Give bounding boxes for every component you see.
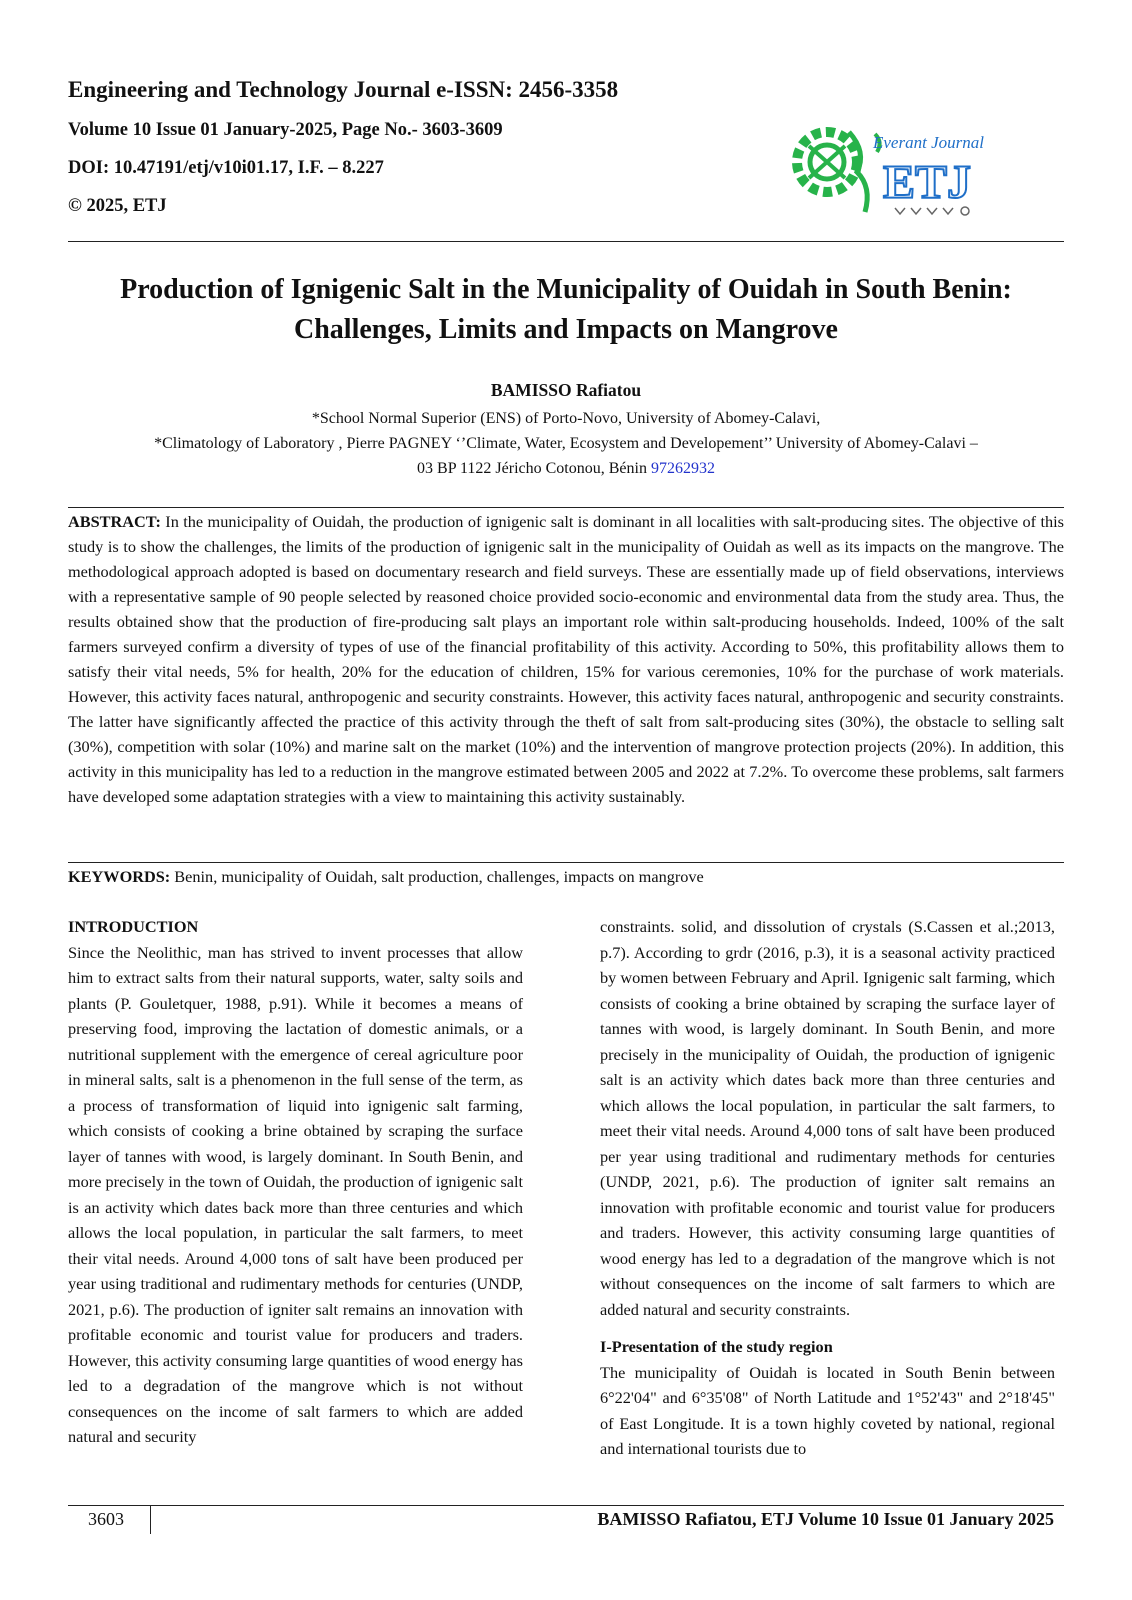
phone-link[interactable]: 97262932	[650, 460, 715, 477]
body-column-left	[68, 914, 523, 1450]
affiliation-3: 03 BP 1122 Jéricho Cotonou, Bénin 97262932	[417, 460, 715, 477]
section-1-paragraph: The municipality of Ouidah is located in South Benin between 6°22'04" and 6°35'08" of North Latitude and 1°52'43" and 2°18'45" of East Longitude. It is a town highly coveted by national, regional and international tourists due to	[600, 1362, 1055, 1458]
section-1-heading: I-Presentation of the study region	[600, 1337, 833, 1356]
keywords-rule	[68, 862, 1064, 863]
introduction-heading: INTRODUCTION	[68, 917, 199, 936]
footer-citation: BAMISSO Rafiatou, ETJ Volume 10 Issue 01 January 2025	[597, 1509, 1054, 1529]
volume-info: Volume 10 Issue 01 January-2025, Page No.- 3603-3609	[68, 119, 503, 140]
abstract-text: In the municipality of Ouidah, the production of ignigenic salt is dominant in all localities with salt-producing sites. The objective of this study is to show the challenges, the limits of the production of ignigenic salt in the municipality of Ouidah as well as its impacts on the mangrove. The methodological approach adopted is based on documentary research and field surveys. These are essentially made up of field observations, interviews with a representative sample of 90 people selected by reasoned choice provided socio-economic and environmental data from the study area. Thus, the results obtained show that the production of fire-producing salt plays an important role within salt-producing households. Indeed, 100% of the salt farmers surveyed confirm a diversity of types of use of the financial profitability of this activity. According to 50%, this profitability allows them to satisfy their vital needs, 5% for health, 20% for the education of children, 15% for various ceremonies, 10% for the purchase of work materials. However, this activity faces natural, anthropogenic and security constraints. However, this activity faces natural, anthropogenic and security constraints. The latter have significantly affected the practice of this activity through the theft of salt from salt-producing sites (30%), the obstacle to selling salt (30%), competition with solar (10%) and marine salt on the market (10%) and the intervention of mangrove protection projects (20%). In addition, this activity in this municipality has led to a reduction in the mangrove estimated between 2005 and 2022 at 7.2%. To overcome these problems, salt farmers have developed some adaptation strategies with a view to maintaining this activity sustainably.	[68, 512, 1064, 806]
logo-main-text: ETJ	[883, 156, 972, 209]
doi-info: DOI: 10.47191/etj/v10i01.17, I.F. – 8.227	[68, 157, 384, 178]
keywords	[68, 864, 1064, 889]
journal-name: Engineering and Technology Journal e-ISSN: 2456-3358	[68, 77, 619, 102]
abstract	[68, 509, 1064, 809]
page-number: 3603	[88, 1509, 124, 1529]
author-affiliations	[60, 406, 1072, 481]
author-name: BAMISSO Rafiatou	[490, 380, 642, 400]
abstract-label: ABSTRACT:	[68, 512, 161, 531]
keywords-label: KEYWORDS:	[68, 867, 171, 886]
journal-logo	[787, 112, 997, 224]
affiliation-2: *Climatology of Laboratory , Pierre PAGNEY ‘’Climate, Water, Ecosystem and Developement’’ University of Abomey-Calavi –	[154, 435, 978, 452]
footer-rule	[68, 1505, 1064, 1506]
affiliation-1: *School Normal Superior (ENS) of Porto-Novo, University of Abomey-Calavi,	[311, 410, 821, 427]
body-column-right	[600, 914, 1055, 1462]
gear-icon	[797, 132, 857, 192]
header-rule	[68, 241, 1064, 242]
keywords-text: Benin, municipality of Ouidah, salt production, challenges, impacts on mangrove	[170, 867, 704, 886]
paper-title	[68, 270, 1064, 350]
footer-divider	[150, 1506, 151, 1534]
copyright: © 2025, ETJ	[68, 195, 167, 216]
abstract-rule	[68, 507, 1064, 508]
title-line-2: Challenges, Limits and Impacts on Mangrove	[294, 314, 838, 345]
introduction-paragraph: Since the Neolithic, man has strived to invent processes that allow him to extract salts from their natural supports, water, salty soils and plants (P. Gouletquer, 1988, p.91). While it becomes a means of preserving food, improving the lactation of domestic animals, or a nutritional supplement with the emergence of cereal agriculture poor in mineral salts, salt is a phenomenon in the full sense of the term, as a process of transformation of liquid into ignigenic salt farming, which consists of cooking a brine obtained by scraping the surface layer of tannes with wood, is largely dominant. In South Benin, and more precisely in the town of Ouidah, the production of ignigenic salt is an activity which dates back more than three centuries and which allows the local population, in particular the salt farmers, to meet their vital needs. Around 4,000 tons of salt have been produced per year using traditional and rudimentary methods for centuries (UNDP, 2021, p.6). The production of igniter salt remains an innovation with profitable economic and tourist value for producers and traders. However, this activity consuming large quantities of wood energy has led to a degradation of the mangrove which is not without consequences on the income of salt farmers to which are added natural and security	[68, 942, 523, 1446]
logo-top-text: Everant Journal	[873, 133, 984, 152]
introduction-continued: constraints. solid, and dissolution of crystals (S.Cassen et al.;2013, p.7). According to grdr (2016, p.3), it is a seasonal activity practiced by women between February and April. Ignigenic salt farming, which consists of cooking a brine obtained by scraping the surface layer of tannes with wood, is largely dominant. In South Benin, and more precisely in the municipality of Ouidah, the production of ignigenic salt is an activity which dates back more than three centuries and which allows the local population, in particular the salt farmers, to meet their vital needs. Around 4,000 tons of salt have been produced per year using traditional and rudimentary methods for centuries (UNDP, 2021, p.6). The production of igniter salt remains an innovation with profitable economic and tourist value for producers and traders. However, this activity consuming large quantities of wood energy has led to a degradation of the mangrove which is not without consequences on the income of salt farmers to which are added natural and security constraints.	[600, 917, 1055, 1319]
title-line-1: Production of Ignigenic Salt in the Municipality of Ouidah in South Benin:	[120, 274, 1012, 305]
